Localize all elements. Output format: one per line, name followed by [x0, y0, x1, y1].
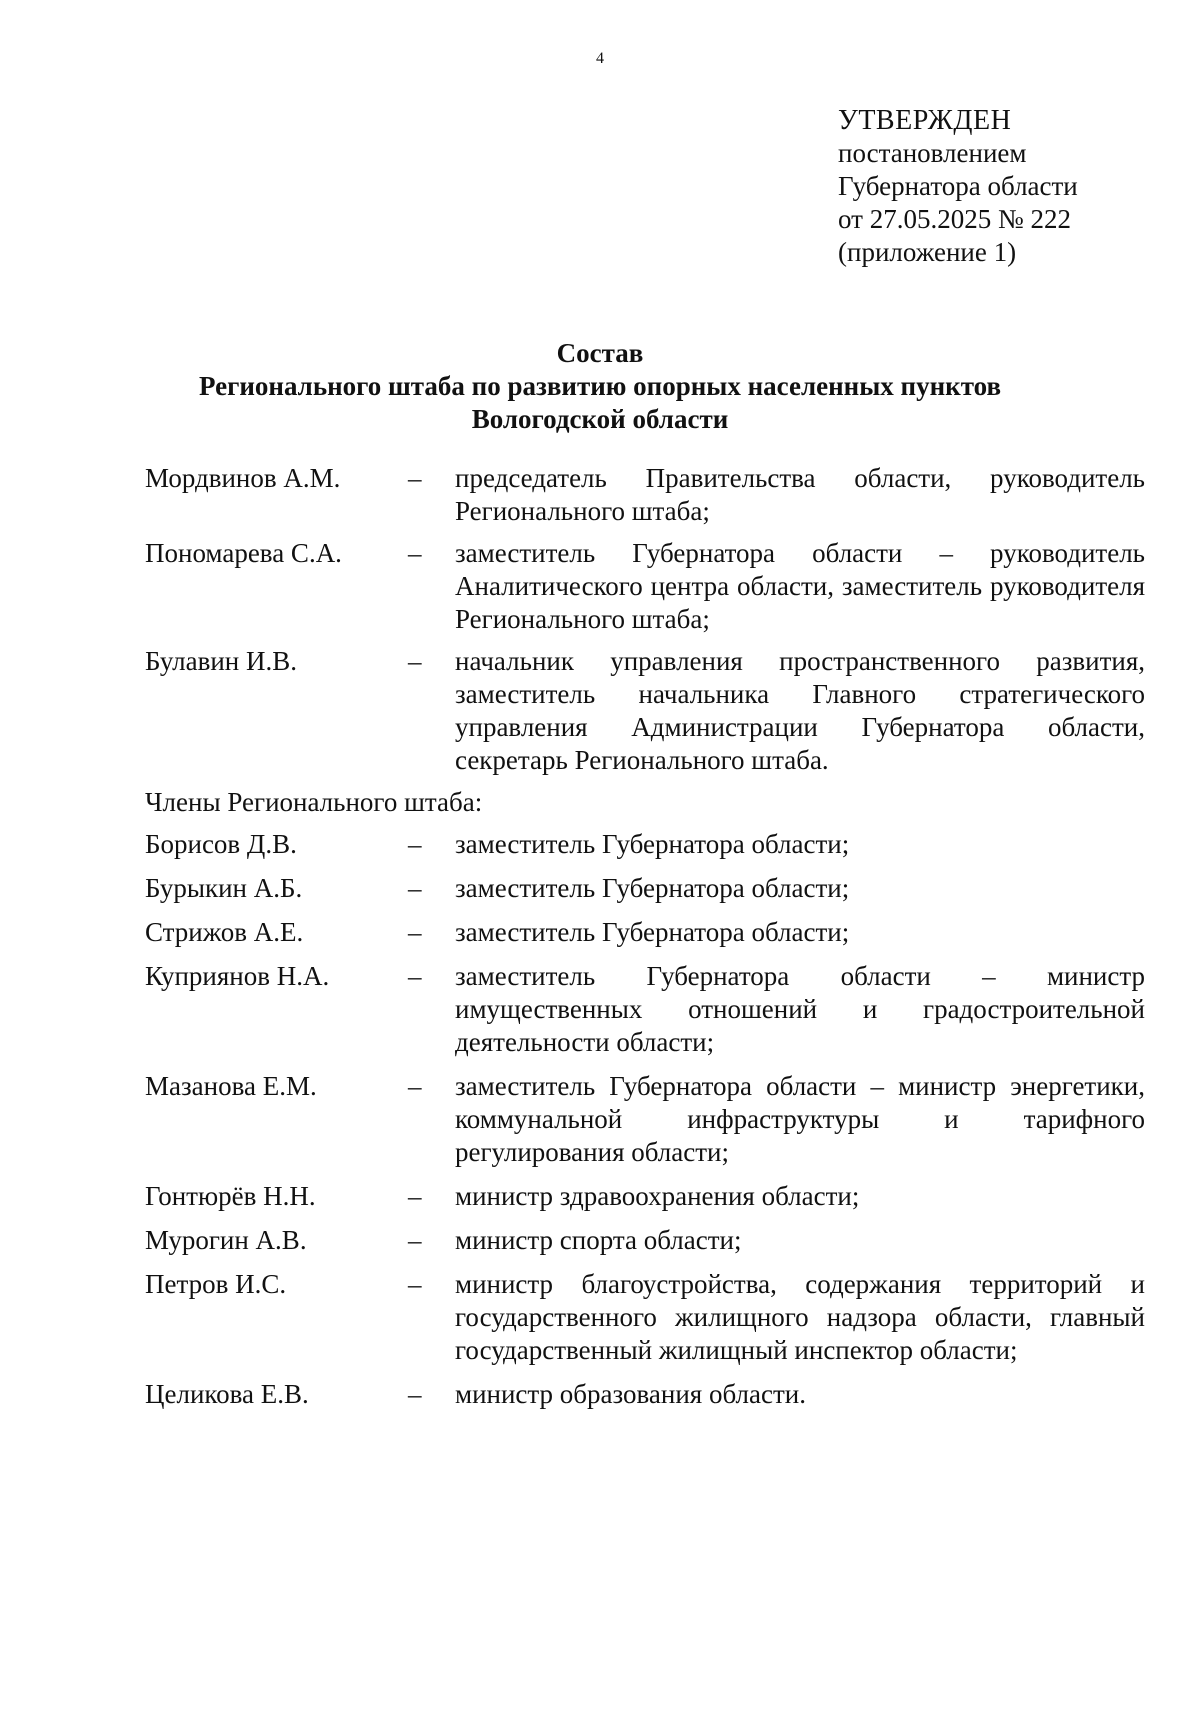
- member-name: Куприянов Н.А.: [145, 961, 330, 991]
- approval-line-4: (приложение 1): [838, 237, 1017, 267]
- member-role: министр благоустройства, содержания территорий и государственного жилищного надзора области, главный государственный жилищный инспектор области;: [455, 1269, 1145, 1365]
- page-number: 4: [596, 50, 604, 67]
- member-name: Петров И.С.: [145, 1269, 287, 1299]
- member-row: [145, 1378, 1145, 1411]
- title-line-3: Вологодской области: [471, 404, 729, 434]
- member-name: Бурыкин А.Б.: [145, 873, 303, 903]
- member-dash: –: [408, 1181, 422, 1211]
- member-name: Гонтюрёв Н.Н.: [145, 1181, 316, 1211]
- title-line-1: Состав: [556, 338, 644, 368]
- document-title: [0, 337, 1200, 436]
- member-dash: –: [408, 1225, 422, 1255]
- member-name: Мордвинов А.М.: [145, 463, 341, 493]
- member-dash: –: [408, 917, 422, 947]
- member-dash: –: [408, 961, 422, 991]
- member-dash: –: [408, 1269, 422, 1299]
- member-row: [145, 1180, 1145, 1213]
- member-dash: –: [408, 1071, 422, 1101]
- member-name: Стрижов А.Е.: [145, 917, 304, 947]
- approval-line-3: от 27.05.2025 № 222: [838, 204, 1071, 234]
- member-dash: –: [408, 463, 422, 493]
- member-name: Булавин И.В.: [145, 646, 298, 676]
- member-row: [145, 1070, 1145, 1169]
- member-dash: –: [408, 538, 422, 568]
- member-row: [145, 1224, 1145, 1257]
- member-row: [145, 1268, 1145, 1367]
- leader-row: [145, 537, 1145, 636]
- member-role: министр образования области.: [455, 1379, 806, 1409]
- member-dash: –: [408, 873, 422, 903]
- approval-block: [838, 104, 1078, 269]
- member-row: [145, 872, 1145, 905]
- member-role: заместитель Губернатора области;: [455, 829, 850, 859]
- member-role: председатель Правительства области, руководитель Регионального штаба;: [455, 463, 1145, 526]
- member-name: Борисов Д.В.: [145, 829, 297, 859]
- member-role: заместитель Губернатора области – руководитель Аналитического центра области, заместитель руководителя Регионального штаба;: [455, 538, 1145, 634]
- member-name: Мурогин А.В.: [145, 1225, 307, 1255]
- leader-row: [145, 645, 1145, 777]
- member-row: [145, 960, 1145, 1059]
- member-role: начальник управления пространственного развития, заместитель начальника Главного стратегического управления Администрации Губернатора области, секретарь Регионального штаба.: [455, 646, 1145, 775]
- member-row: [145, 828, 1145, 861]
- members-section-label: Члены Регионального штаба:: [145, 787, 483, 817]
- member-role: заместитель Губернатора области;: [455, 917, 850, 947]
- approval-status: УТВЕРЖДЕН: [838, 105, 1012, 136]
- member-role: заместитель Губернатора области – министр имущественных отношений и градостроительной деятельности области;: [455, 961, 1145, 1057]
- member-name: Пономарева С.А.: [145, 538, 342, 568]
- approval-line-2: Губернатора области: [838, 171, 1078, 201]
- member-role: министр спорта области;: [455, 1225, 742, 1255]
- member-name: Целикова Е.В.: [145, 1379, 309, 1409]
- member-name: Мазанова Е.М.: [145, 1071, 317, 1101]
- title-line-2: Регионального штаба по развитию опорных населенных пунктов: [198, 371, 1002, 401]
- member-dash: –: [408, 646, 422, 676]
- approval-line-1: постановлением: [838, 138, 1027, 168]
- member-role: заместитель Губернатора области – министр энергетики, коммунальной инфраструктуры и тарифного регулирования области;: [455, 1071, 1145, 1167]
- member-role: министр здравоохранения области;: [455, 1181, 860, 1211]
- members-list: [145, 462, 1145, 1411]
- member-row: [145, 916, 1145, 949]
- member-dash: –: [408, 829, 422, 859]
- member-role: заместитель Губернатора области;: [455, 873, 850, 903]
- leader-row: [145, 462, 1145, 528]
- member-dash: –: [408, 1379, 422, 1409]
